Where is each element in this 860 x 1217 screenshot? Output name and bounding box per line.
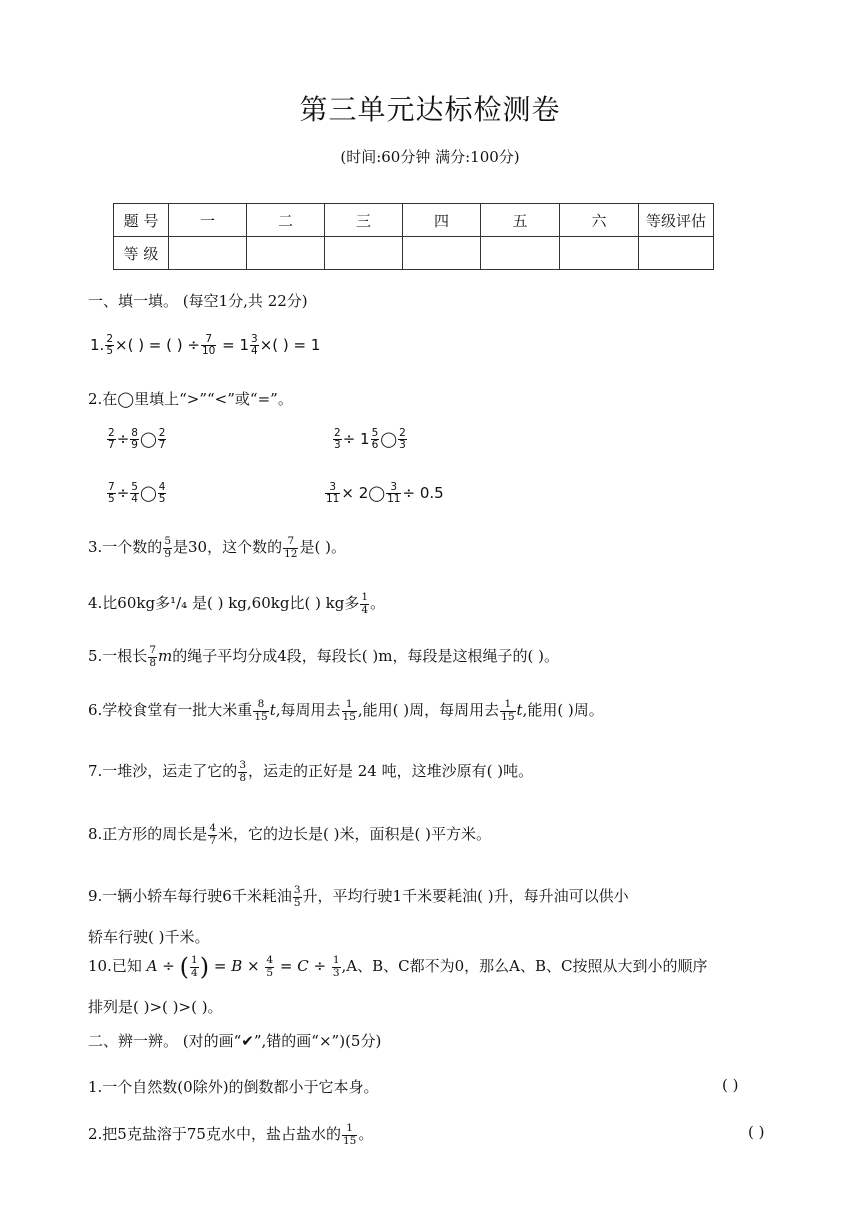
question-10-cont: 排列是( )>( )>( )。 (88, 998, 223, 1016)
q1-expr-b: = 1 (222, 336, 250, 355)
fraction: $\frac{1}{4}$ (361, 591, 369, 616)
score-table-header-row (114, 204, 714, 237)
fraction: $\frac{1}{15}$ (342, 1122, 357, 1147)
fraction: $\frac{3}{11}$ (326, 481, 340, 506)
question-8: 8.正方形的周长是 $\frac{4}{7}$ 米，它的边长是( )米，面积是( )平方米。 (88, 822, 491, 847)
question-2: 2.在◯里填上“>”“<”或“=”。 (88, 390, 293, 408)
answer-blank[interactable]: ( ) (748, 1123, 765, 1141)
fraction: $\frac{7}{5}$ (108, 481, 115, 506)
question-5: 5.一根长 $\frac{7}{8}$ m的绳子平均分成4段，每段长( )m，每段是这根绳子的( )。 (88, 644, 559, 669)
exam-info: (时间:60分钟 满分:100分) (340, 148, 520, 166)
fraction: $\frac{1}{15}$ (501, 698, 515, 723)
question-1 (90, 334, 320, 357)
fraction: $\frac{4}{7}$ (209, 822, 216, 847)
fraction: $\frac{8}{9}$ (131, 427, 138, 452)
question-9: 9.一辆小轿车每行驶6千米耗油 $\frac{3}{5}$ 升，平均行驶1千米要耗油( )升，每升油可以供小 (88, 884, 629, 909)
fraction: $\frac{5}{4}$ (131, 481, 138, 506)
score-table-grade-row (114, 237, 714, 270)
question-3: 3.一个数的 $\frac{5}{9}$ 是30，这个数的 $\frac{7}{12}$ 是( )。 (88, 535, 346, 560)
grade-cell[interactable] (403, 237, 481, 270)
header-cell: 三 (325, 204, 403, 237)
check-mark-icon: ✔ (241, 1032, 254, 1050)
q-number: 1. (90, 336, 105, 355)
grade-cell[interactable] (325, 237, 403, 270)
fraction: $\frac{3}{11}$ (387, 481, 401, 506)
grade-cell[interactable] (560, 237, 639, 270)
fraction: $\frac{4}{5}$ (266, 954, 274, 979)
grade-cell[interactable] (481, 237, 560, 270)
fraction: $\frac{2}{3}$ (334, 427, 341, 452)
grade-cell[interactable] (169, 237, 247, 270)
answer-blank[interactable]: ( ) (722, 1076, 739, 1094)
header-cell: 等级评估 (639, 204, 714, 237)
fraction: $\frac{1}{15}$ (342, 698, 356, 723)
compare-1: $\frac{2}{7}$ ÷ $\frac{8}{9}$ ◯ $\frac{2}{7}$ (108, 427, 166, 452)
header-cell: 六 (560, 204, 639, 237)
fraction: $\frac{7}{12}$ (284, 535, 298, 560)
compare-3: $\frac{7}{5}$ ÷ $\frac{5}{4}$ ◯ $\frac{4}{5}$ (108, 481, 166, 506)
compare-circle[interactable]: ◯ (139, 430, 157, 449)
fraction: $\frac{3}{5}$ (293, 884, 301, 909)
header-cell: 四 (403, 204, 481, 237)
row-label: 等 级 (114, 237, 169, 270)
header-cell: 题 号 (114, 204, 169, 237)
header-cell: 五 (481, 204, 560, 237)
fraction: $\frac{1}{4}$ (191, 954, 198, 979)
compare-circle[interactable]: ◯ (139, 484, 157, 503)
question-7: 7.一堆沙，运走了它的 $\frac{3}{8}$ ，运走的正好是 24 吨，这堆沙原有( )吨。 (88, 759, 534, 784)
section-2-heading: 二、辨一辨。 (对的画“✔”,错的画“×”)(5分) (88, 1032, 382, 1050)
grade-cell[interactable] (639, 237, 714, 270)
judge-item-1: 1.一个自然数(0除外)的倒数都小于它本身。 (88, 1078, 379, 1096)
fraction: $\frac{2}{7}$ (108, 427, 115, 452)
fraction: $\frac{8}{15}$ (254, 698, 268, 723)
score-table (113, 203, 714, 270)
fraction: $\frac{7}{8}$ (149, 644, 156, 669)
fraction: $\frac{2}{5}$ (106, 333, 113, 358)
question-6: 6.学校食堂有一批大米重 $\frac{8}{15}$ t,每周用去 $\frac{1}{15}$ ,能用( )周，每周用去 $\frac{1}{15}$ t,能用( )周。 (88, 698, 604, 723)
grade-cell[interactable] (247, 237, 325, 270)
q1-expr-a: ×( ) = ( ) ÷ (115, 336, 200, 355)
page-title: 第三单元达标检测卷 (299, 93, 561, 126)
fraction: $\frac{2}{7}$ (158, 427, 166, 452)
fraction: $\frac{4}{5}$ (158, 481, 166, 506)
fraction: $\frac{1}{3}$ (332, 954, 340, 979)
compare-circle[interactable]: ◯ (380, 430, 398, 449)
judge-item-2: 2.把5克盐溶于75克水中，盐占盐水的 $\frac{1}{15}$ 。 (88, 1122, 374, 1147)
section-1-heading: 一、填一填。 (每空1分,共 22分) (88, 292, 308, 310)
compare-2: $\frac{2}{3}$ ÷ 1 $\frac{5}{6}$ ◯ $\frac{2}{3}$ (334, 427, 406, 452)
q1-expr-c: ×( ) = 1 (259, 336, 321, 355)
question-9-cont: 轿车行驶( )千米。 (88, 928, 210, 946)
compare-circle[interactable]: ◯ (368, 484, 386, 503)
question-10: 10.已知 A ÷ ( $\frac{1}{4}$ ) = B × $\frac{4}{5}$ = C ÷ $\frac{1}{3}$ ,A、B、C都不为0，那么A、B、C按照从大到小的顺序 (88, 953, 708, 981)
question-4: 4.比60kg多¹/₄ 是( ) kg,60kg比( ) kg多 $\frac{1}{4}$ 。 (88, 591, 386, 616)
fraction: $\frac{3}{4}$ (251, 333, 258, 358)
header-cell: 一 (169, 204, 247, 237)
fraction: $\frac{5}{6}$ (371, 427, 379, 452)
fraction: $\frac{7}{10}$ (201, 333, 216, 358)
header-cell: 二 (247, 204, 325, 237)
fraction: $\frac{5}{9}$ (164, 535, 171, 560)
compare-4: $\frac{3}{11}$ × 2◯ $\frac{3}{11}$ ÷ 0.5 (326, 481, 444, 506)
fraction: $\frac{3}{8}$ (239, 759, 246, 784)
fraction: $\frac{2}{3}$ (399, 427, 406, 452)
